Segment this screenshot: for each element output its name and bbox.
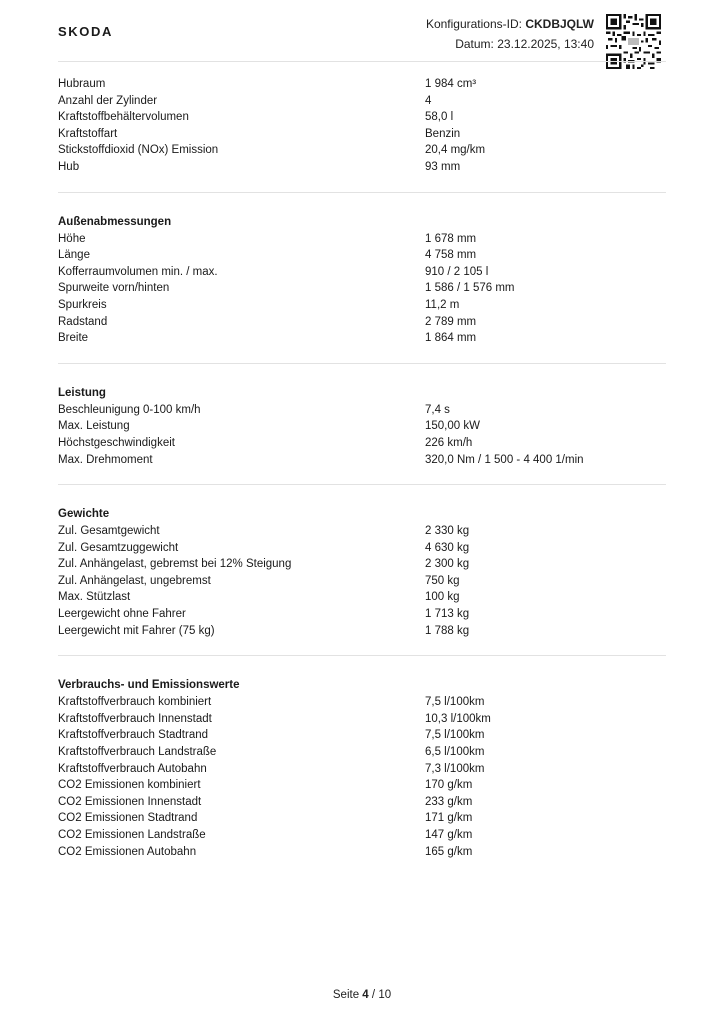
- config-info: [426, 14, 594, 54]
- spec-row: [58, 623, 666, 640]
- spec-value: 100 kg: [425, 591, 460, 604]
- spec-row: [58, 810, 666, 827]
- spec-row: [58, 247, 666, 264]
- spec-row: [58, 827, 666, 844]
- spec-label: Kraftstoffverbrauch kombiniert: [58, 696, 212, 709]
- spec-value: 10,3 l/100km: [425, 712, 491, 725]
- spec-value: 1 713 kg: [425, 608, 470, 621]
- spec-label: Hub: [58, 160, 80, 173]
- spec-value: 165 g/km: [425, 845, 473, 858]
- spec-label: Kraftstoffverbrauch Innenstadt: [58, 712, 212, 725]
- spec-row: [58, 109, 666, 126]
- spec-row: [58, 744, 666, 761]
- spec-label: Radstand: [58, 315, 108, 328]
- spec-label: Zul. Anhängelast, gebremst bei 12% Steigung: [58, 558, 292, 571]
- spec-label: Spurweite vorn/hinten: [58, 282, 170, 295]
- config-id-value: CKDBJQLW: [525, 17, 594, 31]
- spec-label: Max. Drehmoment: [58, 453, 153, 466]
- page-footer: [0, 989, 724, 1001]
- spec-label: Höchstgeschwindigkeit: [58, 436, 175, 449]
- spec-label: Kraftstoffart: [58, 127, 118, 140]
- spec-label: CO2 Emissionen Stadtrand: [58, 812, 198, 825]
- spec-value: 226 km/h: [425, 436, 473, 449]
- spec-label: Beschleunigung 0-100 km/h: [58, 403, 201, 416]
- spec-row: [58, 452, 666, 469]
- spec-value: 2 789 mm: [425, 315, 477, 328]
- spec-value: 6,5 l/100km: [425, 746, 485, 759]
- spec-row: [58, 556, 666, 573]
- spec-row: [58, 540, 666, 557]
- spec-value: 2 300 kg: [425, 558, 470, 571]
- spec-row: [58, 435, 666, 452]
- spec-row: [58, 314, 666, 331]
- date-value: 23.12.2025, 13:40: [497, 37, 594, 51]
- spec-value: 171 g/km: [425, 812, 473, 825]
- spec-value: 4: [425, 94, 432, 107]
- spec-value: 7,3 l/100km: [425, 762, 485, 775]
- spec-row: [58, 573, 666, 590]
- spec-value: 1 788 kg: [425, 624, 470, 637]
- spec-label: Anzahl der Zylinder: [58, 94, 158, 107]
- config-id-label: Konfigurations-ID:: [425, 17, 522, 31]
- spec-value: 7,5 l/100km: [425, 696, 485, 709]
- spec-row: [58, 761, 666, 778]
- spec-label: Zul. Gesamtgewicht: [58, 525, 160, 538]
- page-current: 4: [362, 989, 369, 1001]
- spec-row: [58, 606, 666, 623]
- spec-row: [58, 142, 666, 159]
- spec-row: [58, 794, 666, 811]
- spec-row: [58, 777, 666, 794]
- spec-value: 147 g/km: [425, 829, 473, 841]
- spec-row: [58, 231, 666, 248]
- spec-value: Benzin: [425, 127, 461, 140]
- spec-value: 1 678 mm: [425, 232, 477, 245]
- spec-row: [58, 93, 666, 110]
- spec-row: [58, 297, 666, 314]
- section-weights: [58, 505, 666, 656]
- spec-row: [58, 694, 666, 711]
- spec-row: [58, 589, 666, 606]
- spec-value: 1 984 cm³: [425, 78, 477, 90]
- spec-label: Kraftstoffverbrauch Autobahn: [58, 762, 207, 775]
- date-line: [426, 34, 594, 54]
- spec-value: 233 g/km: [425, 795, 473, 808]
- spec-value: 320,0 Nm / 1 500 - 4 400 1/min: [425, 453, 584, 466]
- spec-label: Länge: [58, 249, 90, 262]
- spec-label: Leergewicht mit Fahrer (75 kg): [58, 624, 215, 637]
- spec-row: [58, 76, 666, 93]
- section-performance: [58, 384, 666, 485]
- section-title: Außenabmessungen: [58, 215, 172, 228]
- spec-value: 93 mm: [425, 160, 461, 173]
- spec-row: [58, 844, 666, 861]
- spec-value: 910 / 2 105 l: [425, 265, 489, 278]
- spec-row: [58, 727, 666, 744]
- spec-value: 750 kg: [425, 574, 460, 587]
- spec-value: 170 g/km: [425, 779, 473, 792]
- spec-label: CO2 Emissionen Innenstadt: [58, 795, 202, 808]
- spec-row: [58, 523, 666, 540]
- date-label: Datum:: [455, 37, 494, 51]
- page-total: 10: [378, 989, 392, 1001]
- spec-label: Stickstoffdioxid (NOx) Emission: [58, 144, 219, 157]
- section-title: Leistung: [58, 386, 106, 399]
- spec-value: 20,4 mg/km: [425, 144, 486, 157]
- page-label: Seite: [332, 989, 360, 1001]
- page-separator: /: [371, 989, 376, 1001]
- spec-label: Leergewicht ohne Fahrer: [58, 608, 186, 621]
- spec-label: Hubraum: [58, 78, 106, 90]
- config-id-line: [426, 14, 594, 34]
- spec-content: [58, 76, 666, 896]
- spec-row: [58, 418, 666, 435]
- spec-row: [58, 264, 666, 281]
- spec-label: Kraftstoffverbrauch Landstraße: [58, 746, 217, 759]
- spec-value: 150,00 kW: [425, 420, 480, 433]
- spec-label: Max. Stützlast: [58, 591, 131, 604]
- spec-row: [58, 330, 666, 347]
- section-engine: [58, 76, 666, 193]
- spec-label: Max. Leistung: [58, 420, 130, 433]
- spec-value: 11,2 m: [425, 298, 460, 311]
- spec-value: 1 586 / 1 576 mm: [425, 282, 515, 295]
- section-consumption-emissions: [58, 676, 666, 876]
- spec-label: Zul. Gesamtzuggewicht: [58, 541, 179, 554]
- header-divider: [58, 61, 666, 62]
- spec-label: Zul. Anhängelast, ungebremst: [58, 574, 211, 587]
- section-title: Verbrauchs- und Emissionswerte: [58, 679, 240, 692]
- spec-value: 4 630 kg: [425, 541, 470, 554]
- skoda-logo: SKODA: [58, 24, 113, 39]
- spec-value: 4 758 mm: [425, 249, 477, 262]
- spec-value: 7,5 l/100km: [425, 729, 485, 742]
- section-title: Gewichte: [58, 508, 110, 521]
- spec-row: [58, 402, 666, 419]
- spec-label: Kraftstoffverbrauch Stadtrand: [58, 729, 209, 742]
- spec-value: 7,4 s: [425, 403, 450, 416]
- spec-row: [58, 711, 666, 728]
- spec-value: 2 330 kg: [425, 525, 470, 538]
- spec-label: Kofferraumvolumen min. / max.: [58, 265, 218, 278]
- spec-label: Breite: [58, 332, 89, 345]
- spec-label: Höhe: [58, 232, 86, 245]
- spec-label: Spurkreis: [58, 298, 107, 311]
- spec-label: CO2 Emissionen kombiniert: [58, 779, 201, 792]
- spec-row: [58, 159, 666, 176]
- spec-value: 58,0 l: [425, 111, 454, 124]
- spec-label: Kraftstoffbehältervolumen: [58, 111, 189, 124]
- section-exterior-dimensions: [58, 213, 666, 364]
- spec-value: 1 864 mm: [425, 332, 477, 345]
- spec-label: CO2 Emissionen Autobahn: [58, 845, 197, 858]
- spec-label: CO2 Emissionen Landstraße: [58, 829, 206, 841]
- spec-row: [58, 280, 666, 297]
- spec-row: [58, 126, 666, 143]
